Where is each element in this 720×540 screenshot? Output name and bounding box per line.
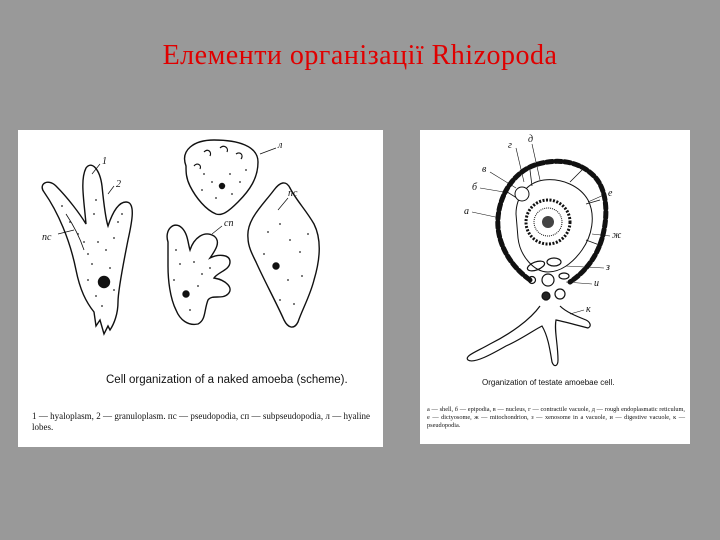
organelles <box>526 258 569 300</box>
label-v-nucleus: в <box>482 164 487 175</box>
label-a-shell: а <box>464 206 469 217</box>
label-b-epipodia: б <box>472 182 478 193</box>
amoeba-large-left-granules <box>61 199 123 307</box>
naked-amoeba-figure <box>18 130 383 447</box>
naked-amoeba-legend: 1 — hyaloplasm, 2 — granuloplasm. пс — pseudopodia, сп — subpseudopodia, л — hyaline lobes. <box>32 411 370 433</box>
testate-amoeba-caption: Organization of testate amoebae cell. <box>482 378 615 387</box>
testate-amoeba-legend: а — shell, б — epipodia, в — nucleus, г — contractile vacuole, д — rough endoplasmatic reticulum, е — dictyosome, ж — mitochondrion, з — xenosome in a vacuole, и — digestive vacuole, к — pseudopodia. <box>427 406 685 429</box>
amoeba-bottom-center-granules <box>173 249 211 311</box>
amoeba-top-rounded <box>185 140 258 215</box>
naked-amoeba-drawing <box>18 130 383 447</box>
label-z-xenosome: з <box>606 262 610 273</box>
label-hyaloplasm: 1 <box>102 156 107 167</box>
testate-amoeba-figure <box>420 130 690 444</box>
label-i-digestive-vacuole: и <box>594 278 599 289</box>
amoeba-bottom-center <box>167 225 230 324</box>
amoeba-large-left <box>42 165 132 334</box>
label-hyaline-lobes: л <box>278 140 283 151</box>
amoeba-right <box>248 183 319 327</box>
testate-amoeba-drawing <box>420 130 690 444</box>
naked-amoeba-caption: Cell organization of a naked amoeba (scheme). <box>106 374 348 386</box>
pseudopodia <box>467 306 590 366</box>
amoeba-right-granules <box>263 223 309 305</box>
contractile-vacuole <box>515 187 529 201</box>
label-g-contractile-vacuole: г <box>508 140 512 151</box>
label-pseudopodia-left: пс <box>42 232 52 243</box>
label-granuloplasm: 2 <box>116 179 121 190</box>
label-subpseudopodia: сп <box>224 218 234 229</box>
leader-lines <box>58 148 288 234</box>
label-zh-mitochondrion: ж <box>612 230 622 241</box>
label-e-dictyosome: е <box>608 188 613 199</box>
slide-title: Елементи організації Rhizopoda <box>162 40 558 71</box>
label-d-reticulum: д <box>528 134 534 145</box>
label-pseudopodia-right: пс <box>288 188 298 199</box>
label-k-pseudopodia: к <box>586 304 591 315</box>
nucleus <box>526 200 570 244</box>
